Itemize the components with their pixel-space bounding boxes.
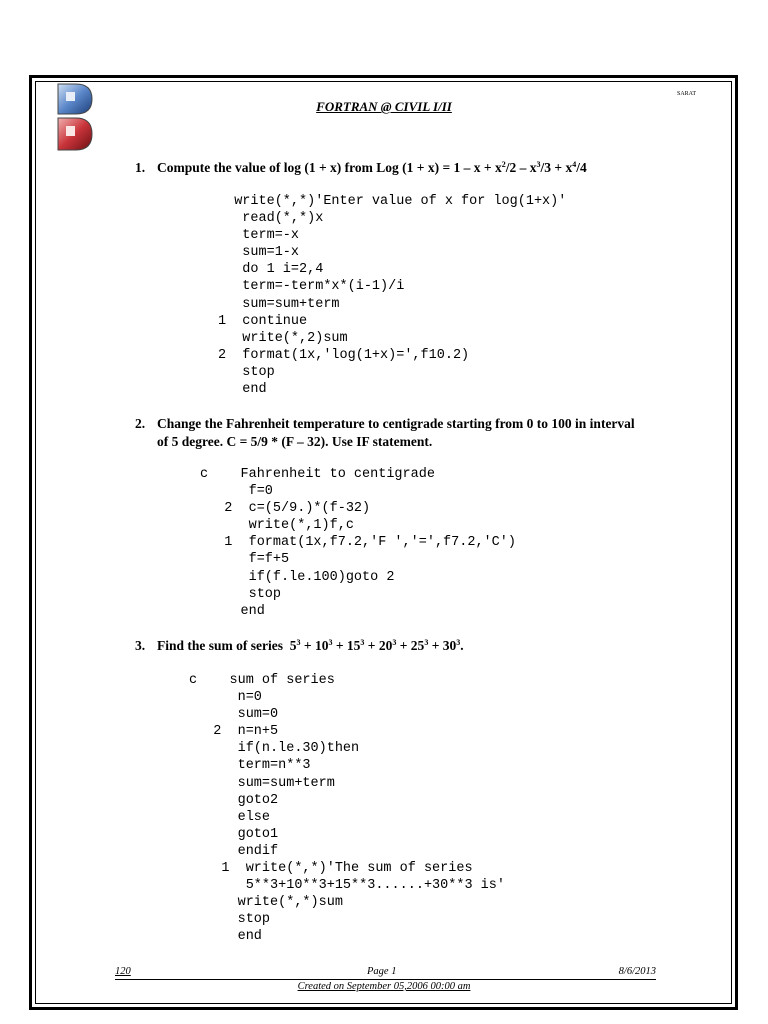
code-line: sum=1-x: [218, 245, 300, 261]
footer-page: Page 1: [367, 966, 397, 977]
document-title: FORTRAN @ CIVIL I/II: [316, 99, 452, 114]
code-line: else: [189, 809, 271, 825]
footer-left: 120: [115, 966, 131, 977]
code-line: n=0: [189, 690, 262, 706]
code-line: term=-x: [218, 228, 300, 244]
code-line: c sum of series: [189, 673, 335, 688]
code-line: f=f+5: [200, 552, 290, 568]
footer-created: Created on September 05,2006 00:00 am: [297, 981, 471, 992]
code-line: do 1 i=2,4: [218, 262, 324, 278]
code-line: 2 c=(5/9.)*(f-32): [200, 501, 371, 517]
code-line: write(*,*)'Enter value of x for log(1+x)': [218, 194, 567, 209]
code-line: sum=sum+term: [218, 296, 340, 312]
code-line: read(*,*)x: [218, 211, 324, 227]
code-line: end: [218, 382, 267, 398]
question-text: Compute the value of log (1 + x) from Log $(1 + x) = 1 - x + x^2/2 - x^3/3 + x^4/4$: [157, 160, 587, 175]
code-line: sum=0: [189, 707, 279, 723]
question-number: 3.: [135, 638, 146, 653]
question-number: 2.: [135, 416, 146, 431]
code-line: stop: [200, 586, 282, 602]
author-tag: SARAT: [677, 91, 697, 97]
code-line: write(*,*)sum: [189, 895, 343, 911]
footer-date: 8/6/2013: [618, 966, 656, 977]
code-line: if(f.le.100)goto 2: [200, 569, 395, 585]
code-line: c Fahrenheit to centigrade: [200, 467, 435, 482]
code-line: write(*,2)sum: [218, 330, 348, 346]
question-text-line-1: Change the Fahrenheit temperature to centigrade starting from 0 to 100 in interval: [157, 416, 635, 431]
question-3: [135, 637, 464, 655]
question-number: 1.: [135, 160, 146, 175]
code-line: 1 format(1x,f7.2,'F ','=',f7.2,'C'): [200, 535, 516, 551]
code-line: end: [189, 929, 262, 945]
code-line: write(*,1)f,c: [200, 518, 354, 534]
code-line: 1 write(*,*)'The sum of series: [189, 861, 473, 877]
code-line: 1 continue: [218, 313, 308, 329]
code-line: goto1: [189, 826, 279, 842]
code-line: stop: [218, 364, 275, 380]
code-line: term=n**3: [189, 758, 311, 774]
question-1: [135, 159, 587, 177]
code-line: f=0: [200, 484, 273, 500]
code-block-2: [200, 466, 516, 620]
code-line: if(n.le.30)then: [189, 741, 360, 757]
question-text: Find the sum of series $5^3 + 10^3 + 15^3 + 20^3 + 25^3 + 30^3$.: [157, 638, 464, 653]
code-line: stop: [189, 912, 271, 928]
code-line: 5**3+10**3+15**3......+30**3 is': [189, 878, 505, 894]
code-block-3: [189, 672, 505, 946]
code-line: endif: [189, 843, 279, 859]
code-line: 2 format(1x,'log(1+x)=',f10.2): [218, 347, 470, 363]
code-block-1: [218, 193, 566, 398]
code-line: goto2: [189, 792, 279, 808]
code-line: end: [200, 603, 265, 619]
question-text-line-2: of 5 degree. C = 5/9 * (F – 32). Use IF statement.: [157, 434, 433, 449]
pd-logo: [56, 82, 94, 152]
code-line: term=-term*x*(i-1)/i: [218, 279, 405, 295]
footer-divider: [115, 979, 656, 980]
question-2: [135, 415, 635, 451]
code-line: sum=sum+term: [189, 775, 335, 791]
code-line: 2 n=n+5: [189, 724, 279, 740]
